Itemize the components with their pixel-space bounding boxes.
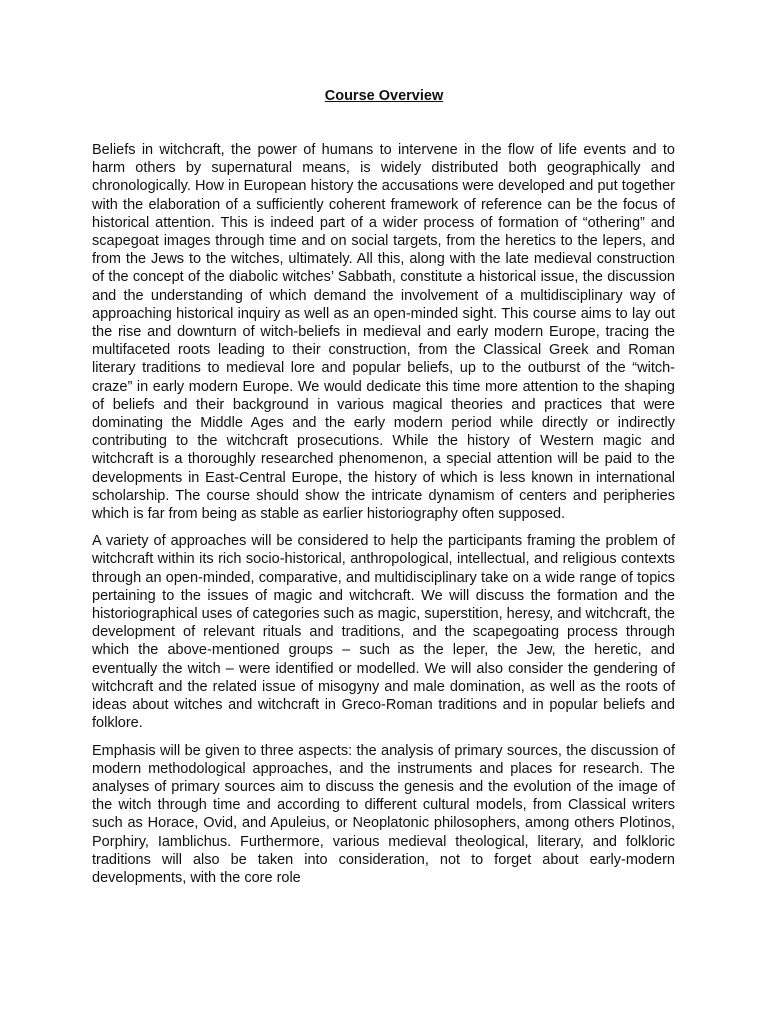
page-title: Course Overview bbox=[324, 88, 444, 104]
paragraph-emphasis: Emphasis will be given to three aspects: the analysis of primary sources, the discussion of modern methodological approaches, and the instruments and places for research. The analyses of primary sources aim to discuss the genesis and the evolution of the image of the witch through time and according to different cultural models, from Classical writers such as Horace, Ovid, and Apuleius, or Neoplatonic philosophers, among others Plotinos, Porphiry, Iamblichus. Furthermore, various medieval theological, literary, and folkloric traditions will also be taken into consideration, not to forget about early-modern developments, with the core role bbox=[92, 742, 675, 886]
paragraph-intro: Beliefs in witchcraft, the power of humans to intervene in the flow of life events and to harm others by supernatural means, is widely distributed both geographically and chronologically. How in European history the accusations were developed and put together with the elaboration of a sufficiently coherent framework of reference can be the focus of historical attention. This is indeed part of a wider process of formation of “othering” and scapegoat images through time and on social targets, from the heretics to the lepers, and from the Jews to the witches, ultimately. All this, along with the late medieval construction of the concept of the diabolic witches’ Sabbath, constitute a historical issue, the discussion and the understanding of which demand the involvement of a multidisciplinary way of approaching historical inquiry as well as an open-minded sight. This course aims to lay out the rise and downturn of witch-beliefs in medieval and early modern Europe, tracing the multifaceted roots leading to their construction, from the Classical Greek and Roman literary traditions to medieval lore and popular beliefs, up to the outburst of the “witch-craze” in early modern Europe. We would dedicate this time more attention to the shaping of beliefs and their background in various magical theories and practices that were dominating the Middle Ages and the early modern period while directly or indirectly contributing to the witchcraft prosecutions. While the history of Western magic and witchcraft is a thoroughly researched phenomenon, a special attention will be paid to the developments in East-Central Europe, the history of which is less known in international scholarship. The course should show the intricate dynamism of centers and peripheries which is far from being as stable as earlier historiography often supposed. bbox=[92, 142, 675, 523]
document-body bbox=[92, 141, 675, 926]
paragraph-approaches: A variety of approaches will be considered to help the participants framing the problem of witchcraft within its rich socio-historical, anthropological, intellectual, and religious contexts through an open-minded, comparative, and multidisciplinary take on a wide range of topics pertaining to the issues of magic and witchcraft. We will discuss the formation and the historiographical uses of categories such as magic, superstition, heresy, and witchcraft, the development of relevant rituals and traditions, and the scapegoating process through which the above-mentioned groups – such as the leper, the Jew, the heretic, and eventually the witch – were identified or modelled. We will also consider the gendering of witchcraft and the related issue of misogyny and male domination, as well as the roots of ideas about witches and witchcraft in Greco-Roman traditions and in popular beliefs and folklore. bbox=[92, 533, 675, 732]
